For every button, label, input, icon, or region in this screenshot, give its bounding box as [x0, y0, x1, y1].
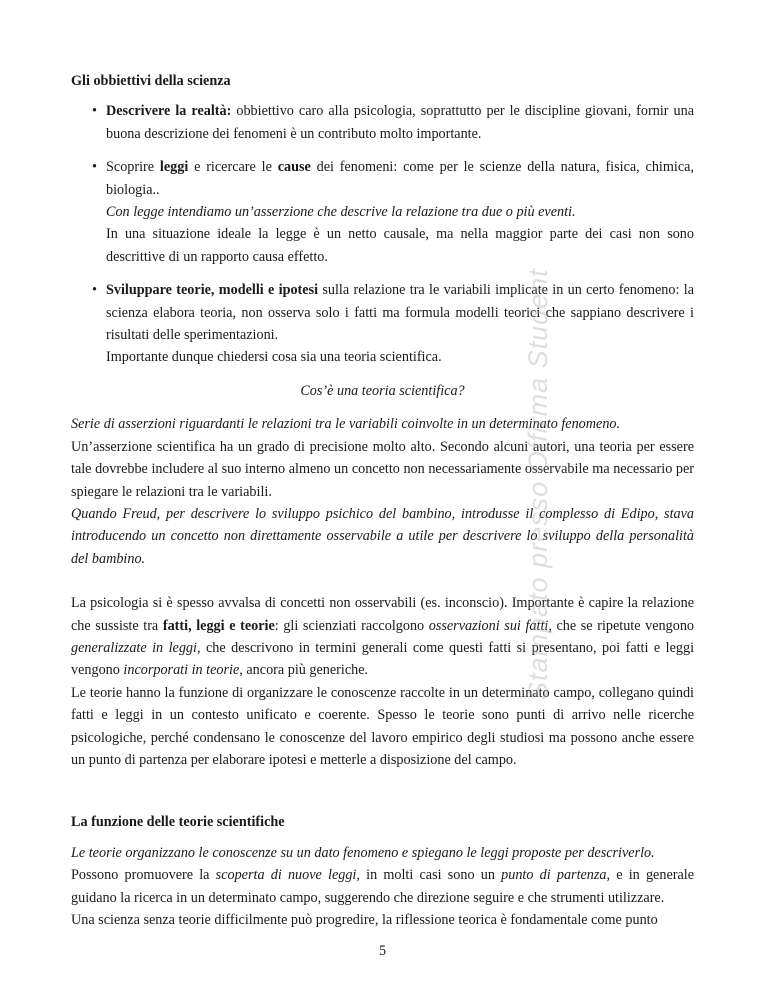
- paragraph: Un’asserzione scientifica ha un grado di precisione molto alto. Secondo alcuni autori, una teoria per essere tale dovrebbe includere al suo interno almeno un concetto non necessariamente osservabile ma necessario per spiegare le relazioni tra le variabili.: [71, 438, 694, 500]
- definition-italic: Serie di asserzioni riguardanti le relazioni tra le variabili coinvolte in un determinato fenomeno.: [71, 416, 621, 433]
- bullet-text: obbiettivo caro alla psicologia, soprattutto per le discipline giovani, fornir una buona descrizione dei fenomeni è un contributo molto importante.: [106, 103, 694, 142]
- paragraph-facts-laws-theories: La psicologia si è spesso avvalsa di concetti non osservabili (es. inconscio). Importante è capire la relazione che sussiste tra fatti, leggi e teorie: gli scienziati raccolgono osservazioni sui fatti, che se ripetute vengono generalizzate in leggi, che descrivono in termini generali come questi fatti si presentano, poi fatti e leggi vengono incorporati in teorie, ancora più generiche.: [71, 595, 695, 679]
- list-item: [71, 279, 694, 369]
- bullet-bold-term: leggi: [159, 159, 189, 176]
- bullet-italic-definition: Con legge intendiamo un’asserzione che descrive la relazione tra due o più eventi.: [106, 204, 576, 221]
- bullet-bold-term: Descrivere la realtà:: [106, 103, 232, 120]
- bullet-icon: •: [92, 159, 97, 176]
- bullet-icon: •: [92, 103, 97, 120]
- list-item: [71, 100, 694, 145]
- bullet-text: dei fenomeni: come per le scienze della natura, fisica, chimica, biologia..: [106, 159, 694, 198]
- section-heading-obiettivi: Gli obbiettivi della scienza: [71, 73, 231, 89]
- summary-italic: Le teorie organizzano le conoscenze su un dato fenomeno e spiegano le leggi proposte per descriverlo.: [71, 844, 655, 861]
- paragraph: Le teorie hanno la funzione di organizzare le conoscenze raccolte in un determinato campo, collegano quindi fatti e leggi in un contesto unificato e coerente. Spesso le teorie sono punti di arrivo nelle ricerche psicologiche, perché condensano le conoscenze del lavoro empirico degli studiosi ma possono anche essere un punto di partenza per elaborare ipotesi e metterle a disposizione del campo.: [71, 684, 694, 768]
- bullet-icon: •: [92, 282, 97, 299]
- objectives-list: [71, 100, 694, 368]
- example-italic: Quando Freud, per descrivere lo sviluppo psichico del bambino, introdusse il complesso di Edipo, stava introducendo un concetto non direttamente osservabile a utile per descrivere lo sviluppo della personalità del bambino.: [71, 505, 694, 567]
- spacer: [71, 570, 694, 592]
- bullet-text: Scoprire: [106, 159, 160, 176]
- section-heading-funzione: La funzione delle teorie scientifiche: [71, 814, 285, 831]
- spacer: [71, 771, 694, 811]
- bullet-text: sulla relazione tra le variabili implicate in un certo fenomeno: la scienza elabora teoria, non osserva solo i fatti ma formula modelli teorici che sappiano descrivere i risultati delle sperimentazioni.: [106, 282, 694, 344]
- subheading-question: Cos’è una teoria scientifica?: [300, 382, 465, 399]
- page-content: [71, 70, 694, 931]
- bullet-text: In una situazione ideale la legge è un netto causale, ma nella maggior parte dei casi non sono descrittive di un rapporto causa effetto.: [106, 226, 694, 265]
- watermark: Stampato presso Offirma Student: [523, 268, 553, 700]
- bullet-text: e ricercare le: [188, 159, 278, 176]
- paragraph: Possono promuovere la scoperta di nuove leggi, in molti casi sono un punto di partenza, e in generale guidano la ricerca in un determinato campo, suggerendo che direzione seguire e che strumenti utilizzare.: [71, 867, 695, 906]
- bullet-bold-term: Sviluppare teorie, modelli e ipotesi: [106, 282, 319, 299]
- bullet-text: Importante dunque chiedersi cosa sia una teoria scientifica.: [106, 349, 442, 366]
- bullet-bold-term: cause: [277, 159, 311, 176]
- list-item: [71, 156, 694, 268]
- paragraph: Una scienza senza teorie difficilmente può progredire, la riflessione teorica è fondamentale come punto: [71, 912, 658, 928]
- page-number: 5: [378, 943, 387, 959]
